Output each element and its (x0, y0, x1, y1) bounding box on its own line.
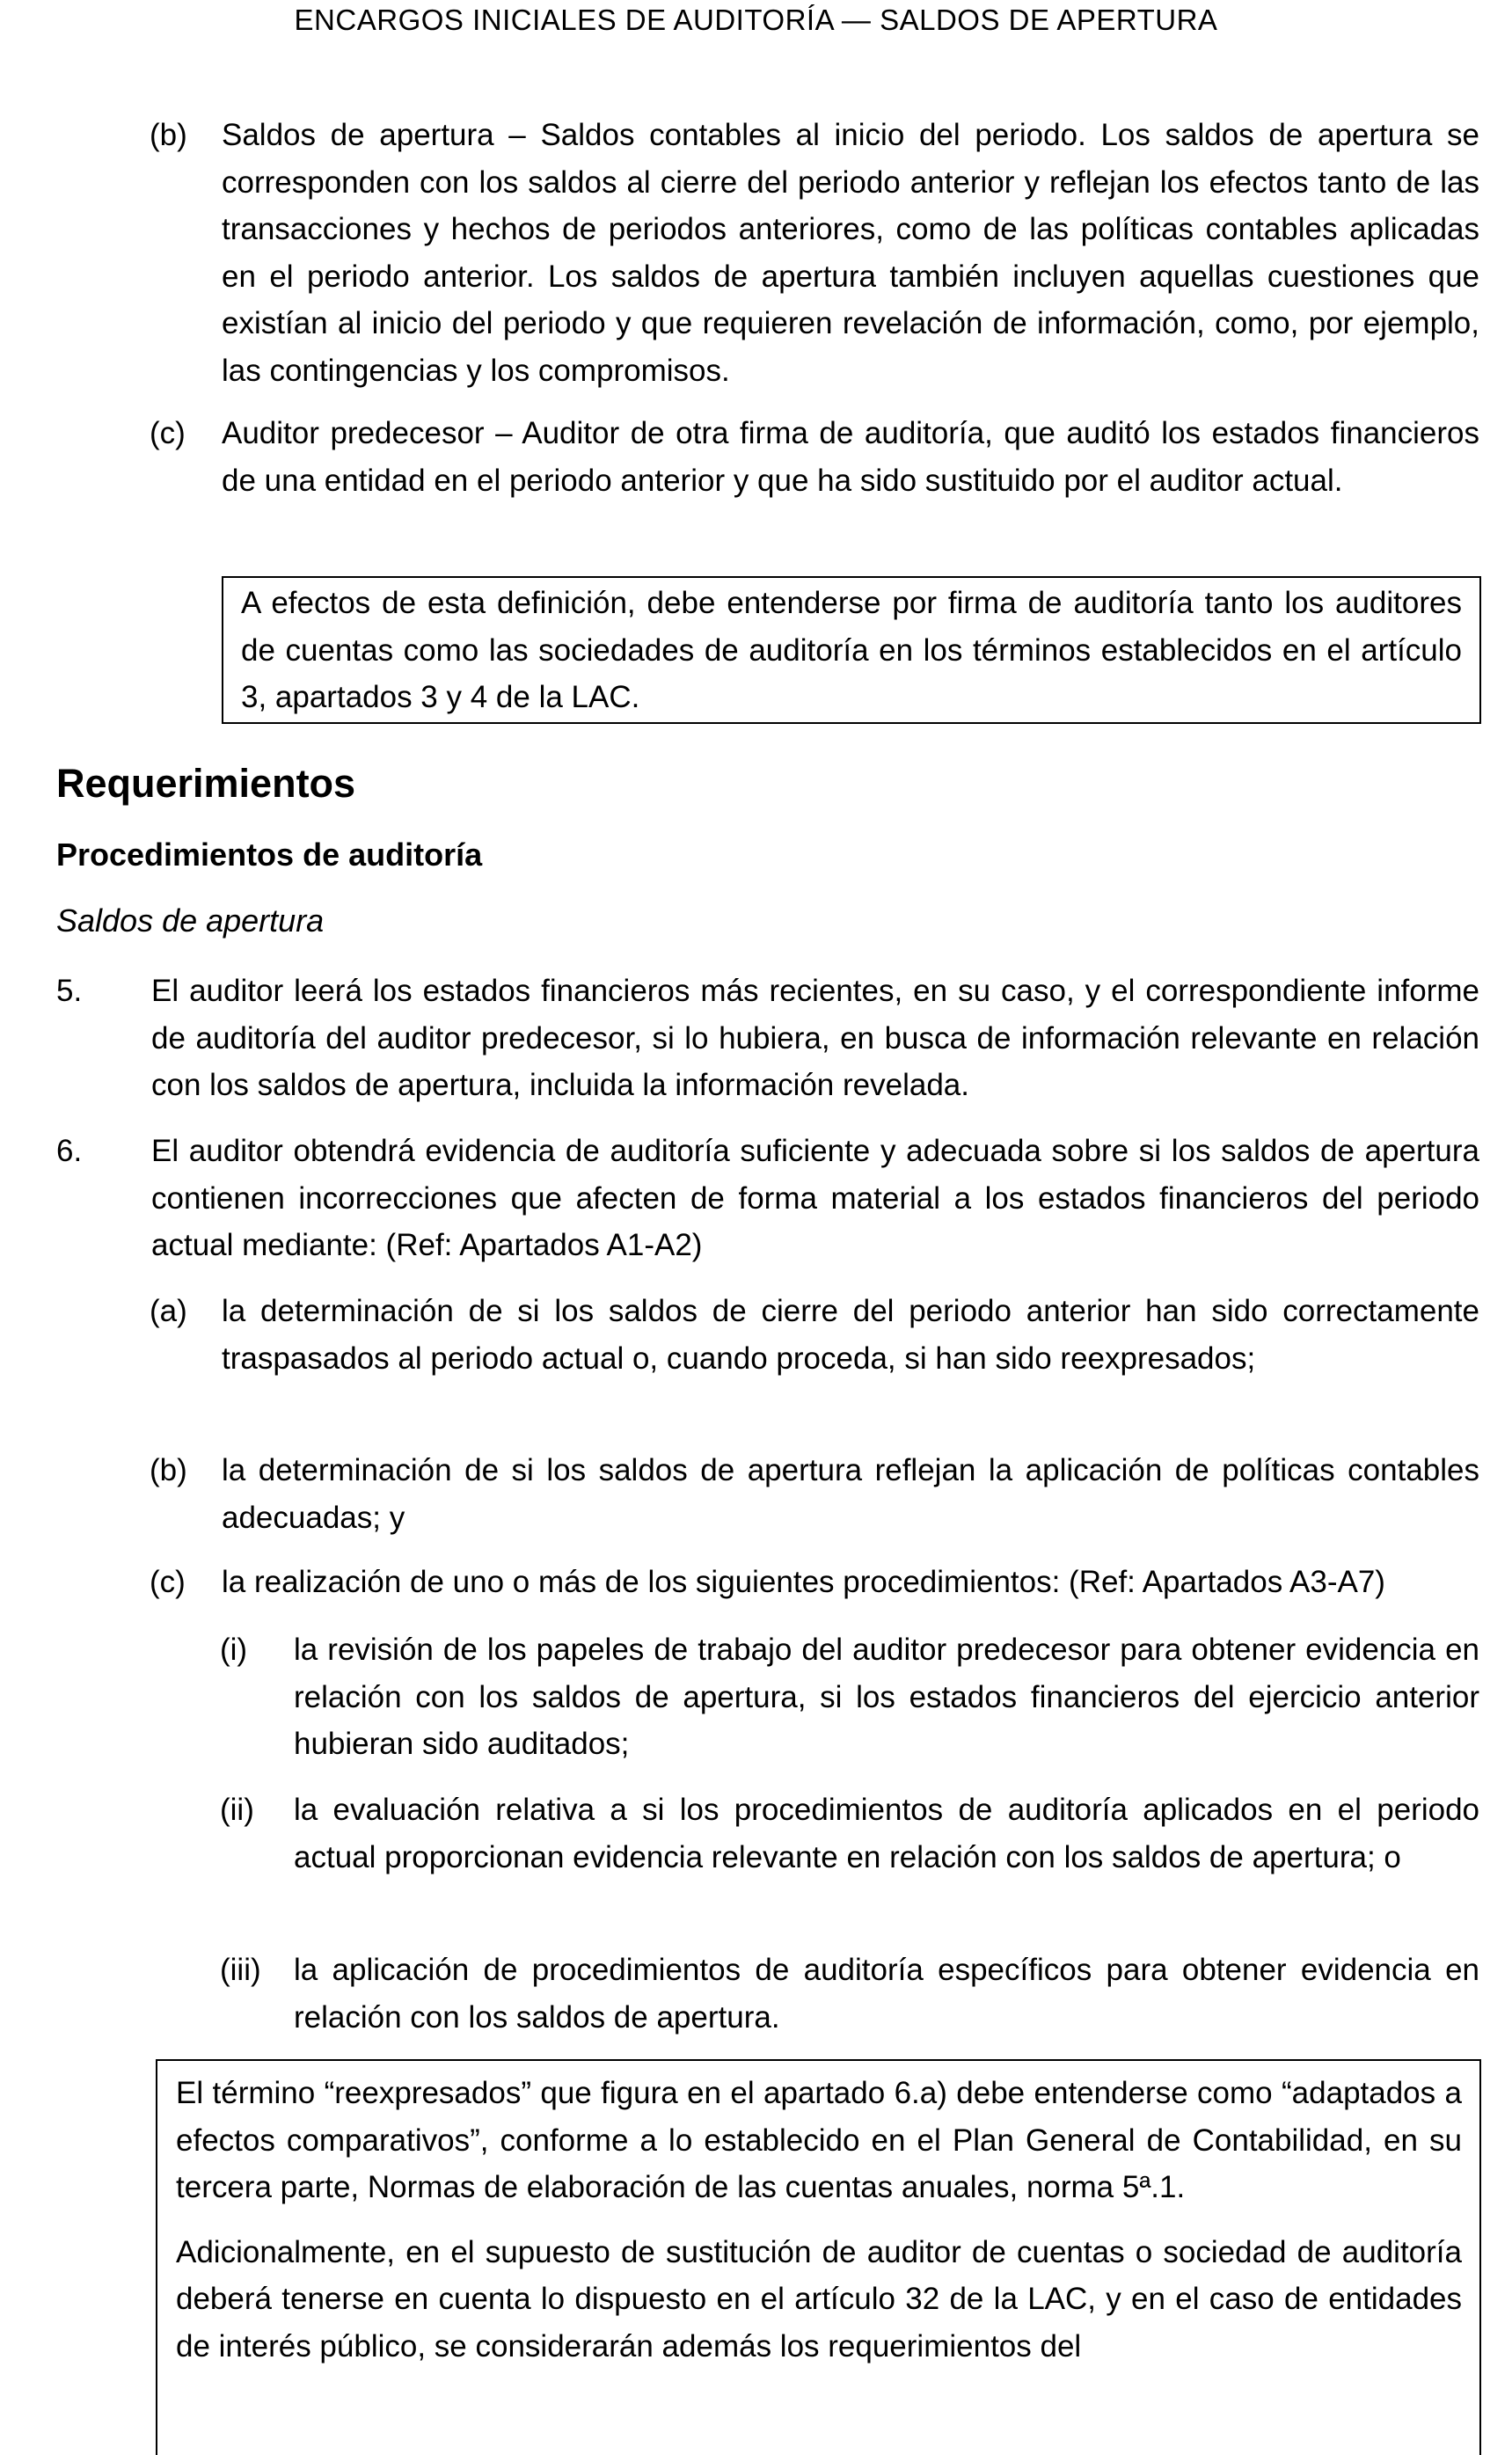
definition-item-b (150, 112, 1479, 394)
note-text: A efectos de esta definición, debe entenderse por firma de auditoría tanto los auditores de cuentas como las sociedades de auditoría en los términos establecidos en el artículo 3, apartados 3 y 4 de la LAC. (241, 586, 1462, 714)
sub-sub-item-text: la aplicación de procedimientos de auditoría específicos para obtener evidencia en relación con los saldos de apertura. (294, 1953, 1479, 2035)
sub-sub-item-label: (iii) (220, 1953, 261, 1987)
sub-sub-item-label: (i) (220, 1633, 248, 1667)
note-paragraph-1: El término “reexpresados” que figura en el apartado 6.a) debe entenderse como “adaptados a efectos comparativos”, conforme a lo establecido en el Plan General de Contabilidad, en su tercera parte, Normas de elaboración de las cuentas anuales, norma 5ª.1. (176, 2076, 1462, 2204)
sub-sub-item-label: (ii) (220, 1793, 254, 1827)
paragraph-number: 5. (56, 974, 83, 1008)
sub-item-b (150, 1447, 1479, 1541)
sub-sub-item-text: la revisión de los papeles de trabajo del auditor predecesor para obtener evidencia en relación con los saldos de apertura, si los estados financieros del ejercicio anterior hubieran sido auditados; (294, 1633, 1479, 1761)
sub-item-label: (b) (150, 1453, 187, 1487)
sub-item-label: (c) (150, 1565, 186, 1599)
sub-sub-item-text: la evaluación relativa a si los procedimientos de auditoría aplicados en el periodo actual proporcionan evidencia relevante en relación con los saldos de apertura; o (294, 1793, 1479, 1874)
sub-item-text: la realización de uno o más de los siguientes procedimientos: (Ref: Apartados A3-A7) (222, 1565, 1385, 1599)
sub-item-c (150, 1559, 1479, 1606)
sub-sub-item-ii (220, 1786, 1479, 1881)
paragraph-6 (56, 1128, 1479, 1269)
sub-item-label: (a) (150, 1294, 187, 1328)
definition-text: Saldos de apertura – Saldos contables al inicio del periodo. Los saldos de apertura se corresponden con los saldos al cierre del periodo anterior y reflejan los efectos tanto de las transacciones y hechos de periodos anteriores, como de las políticas contables aplicadas en el periodo anterior. Los saldos de apertura también incluyen aquellas cuestiones que existían al inicio del periodo y que requieren revelación de información, como, por ejemplo, las contingencias y los compromisos. (222, 118, 1479, 388)
subsubsection-heading: Saldos de apertura (56, 902, 325, 939)
paragraph-5 (56, 968, 1479, 1109)
sub-item-text: la determinación de si los saldos de apertura reflejan la aplicación de políticas contables adecuadas; y (222, 1453, 1479, 1535)
note-box-reexpresados (156, 2059, 1481, 2455)
paragraph-text: El auditor leerá los estados financieros más recientes, en su caso, y el correspondiente informe de auditoría del auditor predecesor, si lo hubiera, en busca de información relevante en relación con los saldos de apertura, incluida la información revelada. (151, 974, 1479, 1102)
sub-item-text: la determinación de si los saldos de cierre del periodo anterior han sido correctamente traspasados al periodo actual o, cuando proceda, si han sido reexpresados; (222, 1294, 1479, 1376)
sub-item-a (150, 1288, 1479, 1382)
running-header: ENCARGOS INICIALES DE AUDITORÍA — SALDOS DE APERTURA (294, 4, 1218, 36)
definition-label: (b) (150, 118, 187, 152)
definition-item-c (150, 410, 1479, 504)
definition-text: Auditor predecesor – Auditor de otra firma de auditoría, que auditó los estados financieros de una entidad en el periodo anterior y que ha sido sustituido por el auditor actual. (222, 416, 1479, 498)
paragraph-number: 6. (56, 1134, 83, 1168)
section-heading: Requerimientos (56, 761, 356, 806)
subsection-heading: Procedimientos de auditoría (56, 837, 483, 873)
sub-sub-item-iii (220, 1947, 1479, 2041)
note-box-auditor-definition (222, 576, 1481, 724)
sub-sub-item-i (220, 1626, 1479, 1768)
paragraph-text: El auditor obtendrá evidencia de auditoría suficiente y adecuada sobre si los saldos de apertura contienen incorrecciones que afecten de forma material a los estados financieros del periodo actual mediante: (Ref: Apartados A1-A2) (151, 1134, 1479, 1262)
note-paragraph-2: Adicionalmente, en el supuesto de sustitución de auditor de cuentas o sociedad de auditoría deberá tenerse en cuenta lo dispuesto en el artículo 32 de la LAC, y en el caso de entidades de interés público, se considerarán además los requerimientos del (176, 2234, 1462, 2364)
definition-label: (c) (150, 416, 186, 450)
